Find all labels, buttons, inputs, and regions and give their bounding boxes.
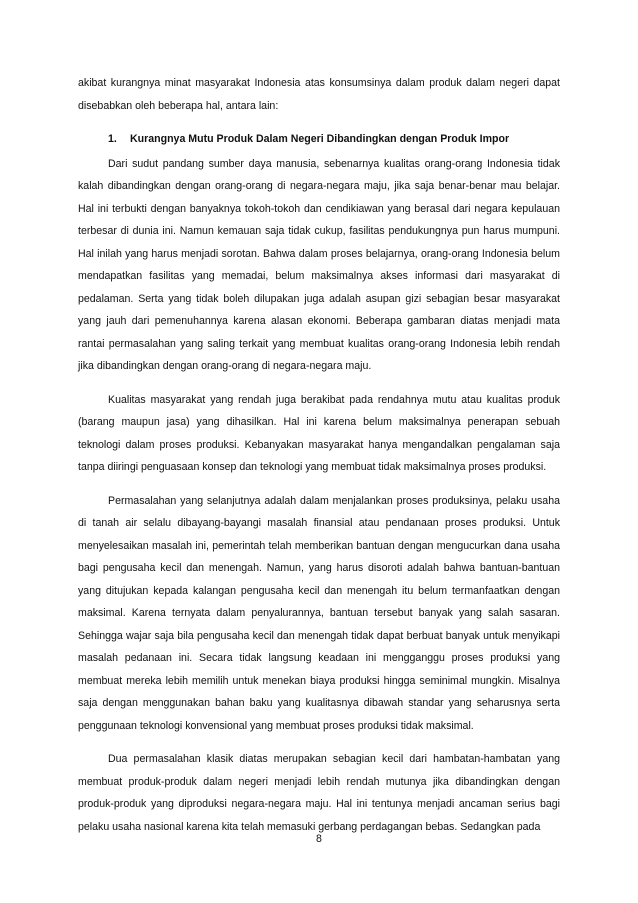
section-number: 1. (108, 133, 117, 145)
page-number: 8 (316, 833, 322, 845)
paragraph-kualitas-produk: Kualitas masyarakat yang rendah juga berakibat pada rendahnya mutu atau kualitas produk (barang maupun jasa) yang dihasilkan. Hal ini karena belum maksimalnya penerapan sebuah teknologi dalam proses produksi. Kebanyakan masyarakat hanya mengandalkan pengalaman saja tanpa diiringi penguasaan konsep dan teknologi yang membuat tidak maksimalnya proses produksi. (78, 393, 560, 473)
paragraph-permasalahan-klasik: Dua permasalahan klasik diatas merupakan sebagian kecil dari hambatan-hambatan yang membuat produk-produk dalam negeri menjadi lebih rendah mutunya jika dibandingkan dengan produk-produk yang diproduksi negara-negara maju. Hal ini tentunya menjadi ancaman serius bagi pelaku usaha nasional karena kita telah memasuki gerbang perdagangan bebas. Sedangkan pada (78, 753, 560, 833)
paragraph-sdm: Dari sudut pandang sumber daya manusia, sebenarnya kualitas orang-orang Indonesia tidak kalah dibandingkan dengan orang-orang di negara-negara maju, jika saja benar-benar mau belajar. Hal ini terbukti dengan banyaknya tokoh-tokoh dan cendikiawan yang berasal dari negara kepulauan terbesar di dunia ini. Namun kemauan saja tidak cukup, fasilitas pendukungnya pun harus mumpuni. Hal inilah yang harus menjadi sorotan. Bahwa dalam proses belajarnya, orang-orang Indonesia belum mendapatkan fasilitas yang memadai, belum maksimalnya akses informasi dari masyarakat di pedalaman. Serta yang tidak boleh dilupakan juga adalah asupan gizi sebagian besar masyarakat yang jauh dari pemenuhannya karena alasan ekonomi. Beberapa gambaran diatas menjadi mata rantai permasalahan yang saling terkait yang membuat kualitas orang-orang Indonesia lebih rendah jika dibandingkan dengan orang-orang di negara-negara maju. (78, 157, 560, 372)
paragraph-permasalahan-finansial: Permasalahan yang selanjutnya adalah dalam menjalankan proses produksinya, pelaku usaha di tanah air selalu dibayang-bayangi masalah finansial atau pendanaan proses produksi. Untuk menyelesaikan masalah ini, pemerintah telah memberikan bantuan dengan mengucurkan dana usaha bagi pengusaha kecil dan menengah. Namun, yang harus disoroti adalah bahwa bantuan-bantuan yang ditujukan kepada kalangan pengusaha kecil dan menengah itu belum termanfaatkan dengan maksimal. Karena ternyata dalam penyalurannya, bantuan tersebut banyak yang salah sasaran. Sehingga wajar saja bila pengusaha kecil dan menengah tidak dapat berbuat banyak untuk menyikapi masalah pedanaan ini. Secara tidak langsung keadaan ini mengganggu proses produksi yang membuat mereka lebih memilih untuk menekan biaya produksi hingga seminimal mungkin. Misalnya saja dengan menggunakan bahan baku yang kualitasnya dibawah standar yang seharusnya serta penggunaan teknologi konvensional yang membuat proses produksi tidak maksimal. (78, 494, 560, 732)
intro-paragraph: akibat kurangnya minat masyarakat Indonesia atas konsumsinya dalam produk dalam negeri dapat disebabkan oleh beberapa hal, antara lain: (78, 77, 560, 112)
section-title: Kurangnya Mutu Produk Dalam Negeri Dibandingkan dengan Produk Impor (130, 133, 510, 145)
page-body (78, 72, 560, 838)
section-heading (108, 128, 560, 151)
